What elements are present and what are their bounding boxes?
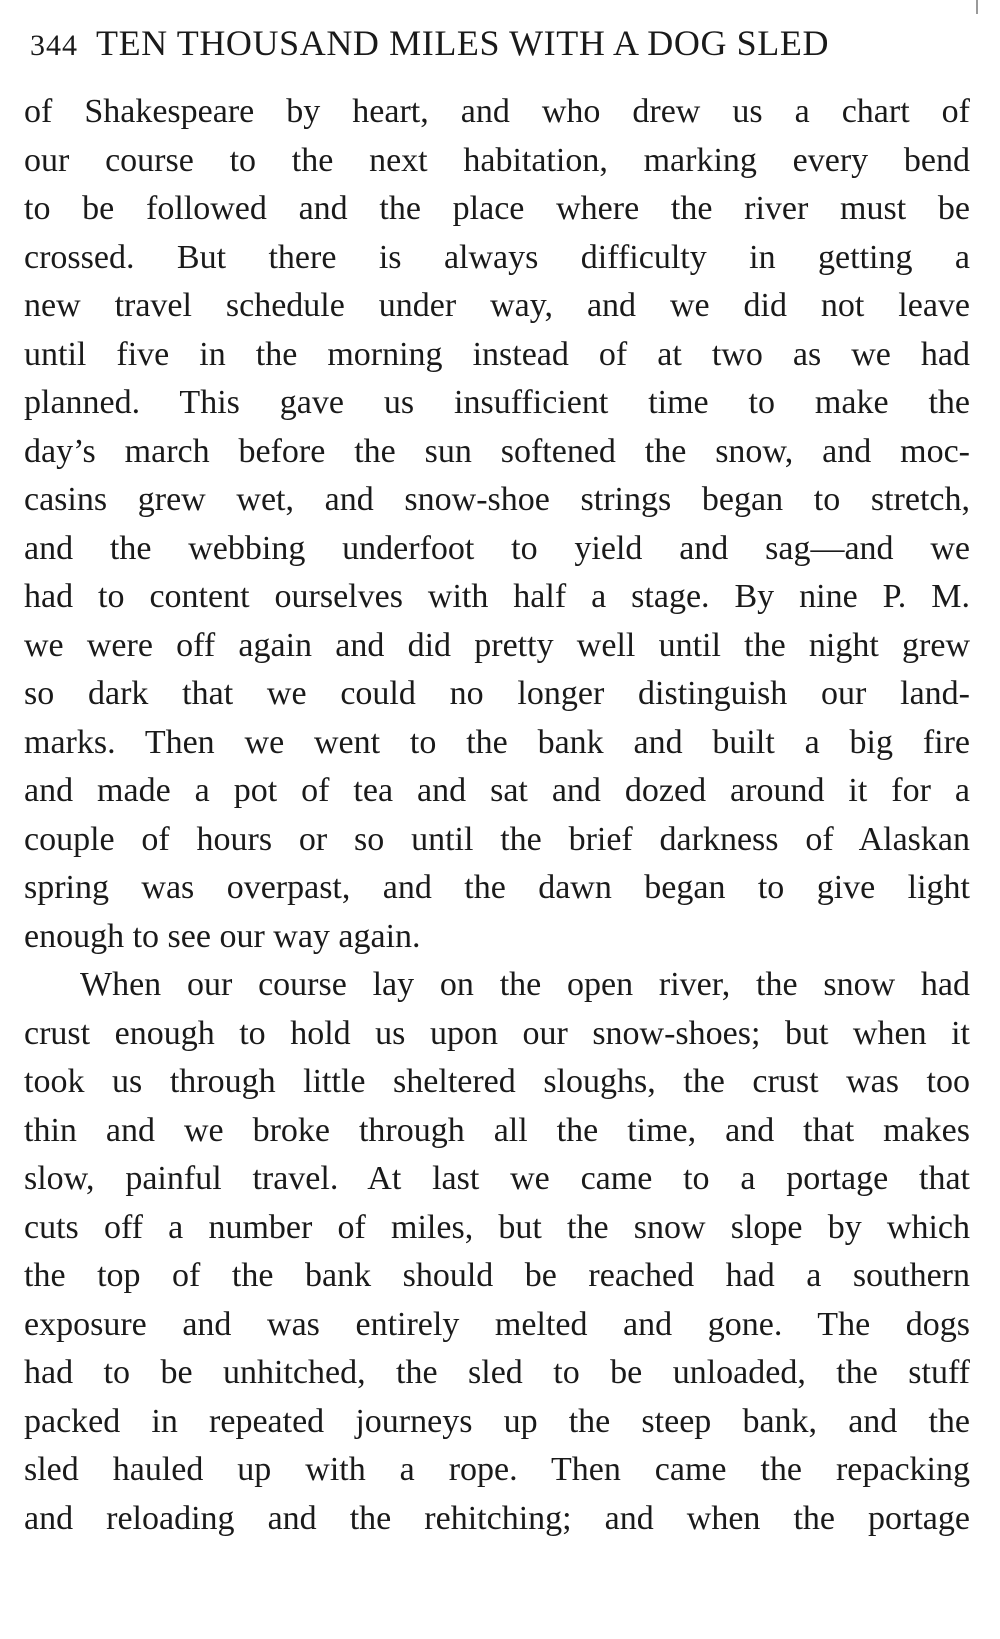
text-line: day’s march before the sun softened the snow, and moc- [24,432,970,470]
running-header [30,18,970,68]
paragraph-2 [24,961,970,1543]
text-line: crust enough to hold us upon our snow-shoes; but when it [24,1014,970,1052]
text-line: When our course lay on the open river, the snow had [80,966,970,1003]
text-line: had to be unhitched, the sled to be unloaded, the stuff [24,1354,970,1391]
text-line: thin and we broke through all the time, and that makes [24,1111,970,1149]
text-line: cuts off a number of miles, but the snow slope by which [24,1208,970,1246]
page-edge-mark [976,0,978,14]
text-line: had to content ourselves with half a stage. By nine P. M. [24,578,970,615]
text-line: slow, painful travel. At last we came to a portage that [24,1160,970,1197]
running-title: TEN THOUSAND MILES WITH A DOG SLED [96,23,830,63]
body-text [24,88,970,1543]
paragraph-1 [24,88,970,961]
text-line: enough to see our way again. [24,917,421,955]
text-line: packed in repeated journeys up the steep bank, and the [24,1402,970,1440]
text-line: and reloading and the rehitching; and when the portage [24,1499,970,1537]
text-line: couple of hours or so until the brief darkness of Alaskan [24,820,970,858]
text-line: the top of the bank should be reached had a southern [24,1257,970,1294]
text-line: sled hauled up with a rope. Then came the repacking [24,1451,970,1488]
text-line: exposure and was entirely melted and gone. The dogs [24,1305,970,1343]
text-line: and made a pot of tea and sat and dozed around it for a [24,772,970,809]
text-line: casins grew wet, and snow-shoe strings began to stretch, [24,481,970,518]
text-line: until five in the morning instead of at two as we had [24,335,970,373]
page-number: 344 [30,29,78,62]
text-line: so dark that we could no longer distinguish our land- [24,675,970,712]
text-line: planned. This gave us insufficient time to make the [24,384,970,421]
text-line: to be followed and the place where the river must be [24,190,970,227]
text-line: and the webbing underfoot to yield and sag—and we [24,529,970,567]
text-line: took us through little sheltered sloughs, the crust was too [24,1063,970,1100]
text-line: our course to the next habitation, marking every bend [24,141,970,179]
text-line: we were off again and did pretty well until the night grew [24,626,970,664]
text-line: new travel schedule under way, and we did not leave [24,287,970,324]
text-line: spring was overpast, and the dawn began to give light [24,869,970,906]
text-line: crossed. But there is always difficulty in getting a [24,238,970,276]
text-line: marks. Then we went to the bank and built a big fire [24,723,970,761]
text-line: of Shakespeare by heart, and who drew us a chart of [24,93,970,130]
